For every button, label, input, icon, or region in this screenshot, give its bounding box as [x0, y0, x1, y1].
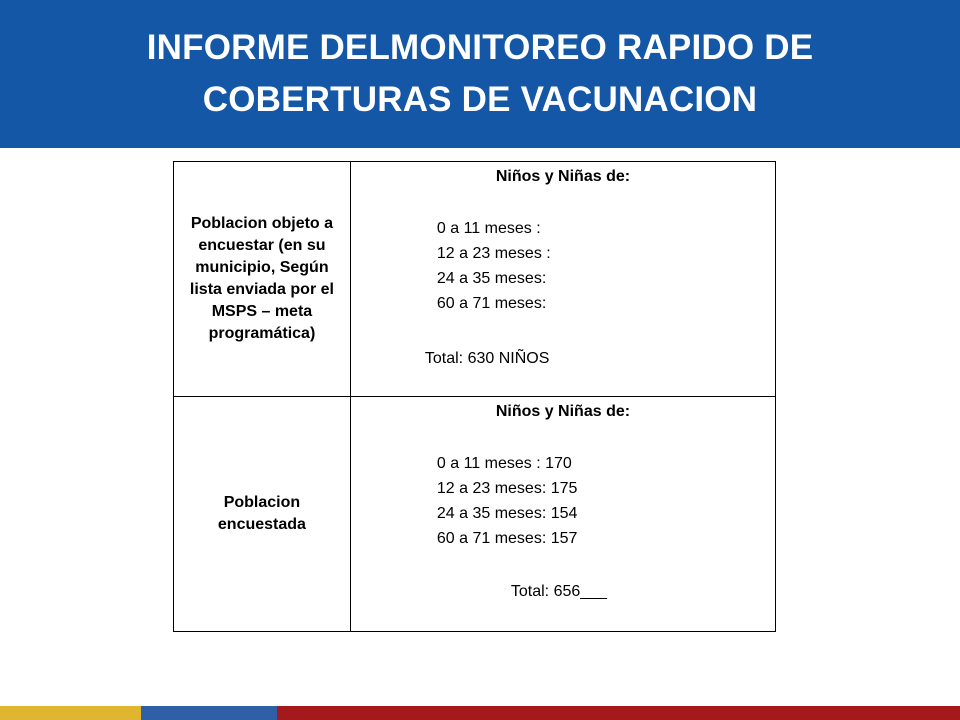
cell-heading: Niños y Niñas de:	[495, 403, 631, 420]
total-text: Total: 630 NIÑOS	[424, 350, 550, 367]
age-group-line: 12 a 23 meses: 175	[436, 480, 578, 497]
table-row	[174, 162, 776, 397]
footer-color-bar	[0, 706, 960, 720]
row-label-target-population: Poblacion objeto a encuestar (en su municipio, Según lista enviada por el MSPS – meta programática)	[174, 162, 351, 397]
slide-title-line-1: INFORME DELMONITOREO RAPIDO DE	[146, 28, 814, 67]
age-group-line: 0 a 11 meses :	[436, 220, 541, 237]
footer-bar-blue	[141, 706, 277, 720]
slide-title-line-2: COBERTURAS DE VACUNACION	[202, 80, 758, 119]
table-row	[174, 397, 776, 632]
age-group-line: 24 a 35 meses:	[436, 270, 547, 287]
slide-header	[0, 0, 960, 148]
age-group-line: 0 a 11 meses : 170	[436, 455, 572, 472]
row-content-target-population	[350, 162, 775, 397]
age-group-list	[437, 451, 578, 551]
cell-heading: Niños y Niñas de:	[495, 168, 631, 185]
report-table	[173, 161, 776, 632]
age-group-line: 60 a 71 meses:	[436, 295, 547, 312]
age-group-line: 12 a 23 meses :	[436, 245, 551, 262]
age-group-line: 24 a 35 meses: 154	[436, 505, 578, 522]
age-group-line: 60 a 71 meses: 157	[436, 530, 578, 547]
row-content-surveyed-population	[350, 397, 775, 632]
age-group-list	[437, 216, 551, 316]
total-text: Total: 656___	[510, 583, 607, 600]
row-label-surveyed-population: Poblacion encuestada	[174, 397, 351, 632]
footer-bar-red	[277, 706, 960, 720]
footer-bar-yellow	[0, 706, 141, 720]
